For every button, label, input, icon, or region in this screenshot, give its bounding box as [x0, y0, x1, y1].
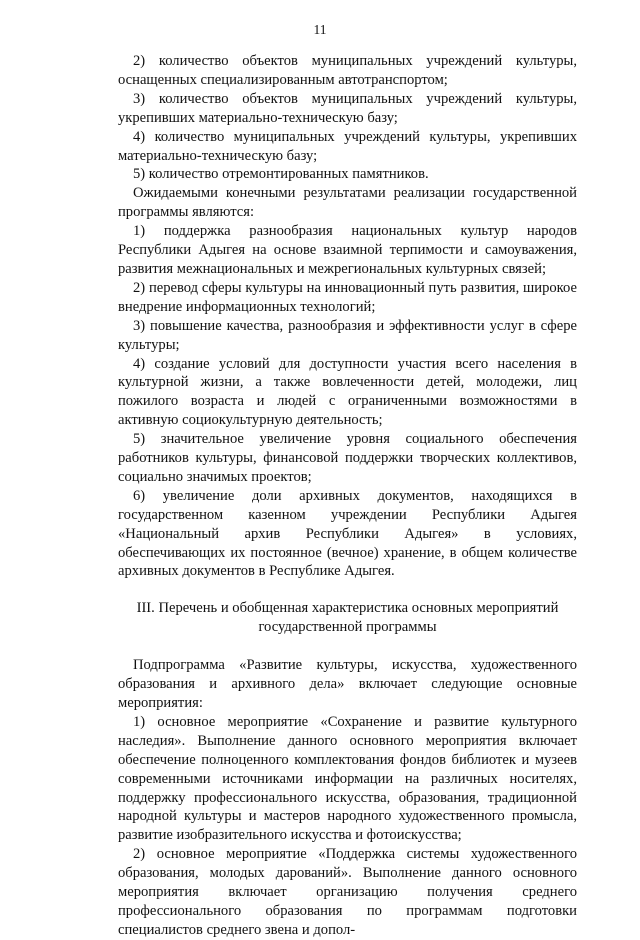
- paragraph: 2) основное мероприятие «Поддержка системы художественного образования, молодых дарований». Выполнение данного основного мероприятия включает организацию получения среднего профессионального образования по программам подготовки специалистов среднего звена и допол-: [118, 846, 577, 938]
- paragraph: Ожидаемыми конечными результатами реализации государственной программы являются:: [118, 185, 577, 221]
- paragraph: 2) количество объектов муниципальных учреждений культуры, оснащенных специализированным автотранспортом;: [118, 53, 577, 88]
- paragraph: 4) количество муниципальных учреждений культуры, укрепивших материально-техническую базу;: [118, 128, 577, 164]
- paragraph: 4) создание условий для доступности участия всего населения в культурной жизни, а также вовлеченности детей, молодежи, лиц пожилого возраста и людей с ограниченными возможностями в активную социокультурную деятельность;: [118, 355, 577, 429]
- paragraph: Подпрограмма «Развитие культуры, искусства, художественного образования и архивного дела» включает следующие основные мероприятия:: [118, 657, 577, 711]
- paragraph: 1) поддержка разнообразия национальных культур народов Республики Адыгея на основе взаимной терпимости и самоуважения, развития межнациональных и межрегиональных культурных связей;: [118, 223, 577, 277]
- paragraph: 2) перевод сферы культуры на инновационный путь развития, широкое внедрение информационных технологий;: [118, 279, 577, 315]
- paragraph: 6) увеличение доли архивных документов, находящихся в государственном казенном учреждении Республики Адыгея «Национальный архив Республики Адыгея» в условиях, обеспечивающих их постоянное (вечное) хранение, в общем количестве архивных документов в Республике Адыгея.: [118, 487, 577, 580]
- section-heading-line: государственной программы: [258, 619, 437, 636]
- page-body: [118, 52, 577, 940]
- paragraph: 3) количество объектов муниципальных учреждений культуры, укрепивших материально-техническую базу;: [118, 90, 577, 126]
- section-heading-line: III. Перечень и обобщенная характеристика основных мероприятий: [136, 600, 559, 617]
- section-heading: [118, 599, 577, 637]
- paragraph: 3) повышение качества, разнообразия и эффективности услуг в сфере культуры;: [118, 317, 577, 353]
- page-number: 11: [313, 22, 327, 37]
- paragraph: 1) основное мероприятие «Сохранение и развитие культурного наследия». Выполнение данного основного мероприятия включает обеспечение полноценного комплектования фондов библиотек и музеев современными источниками информации на различных носителях, поддержку профессионального искусства, образования, традиционной народной культуры и мастеров народного художественного промысла, развитие изобразительного искусства и фотоискусства;: [118, 713, 577, 844]
- paragraph: 5) количество отремонтированных памятников.: [133, 166, 429, 183]
- paragraph: 5) значительное увеличение уровня социального обеспечения работников культуры, финансовой поддержки творческих коллективов, социально значимых проектов;: [118, 431, 577, 485]
